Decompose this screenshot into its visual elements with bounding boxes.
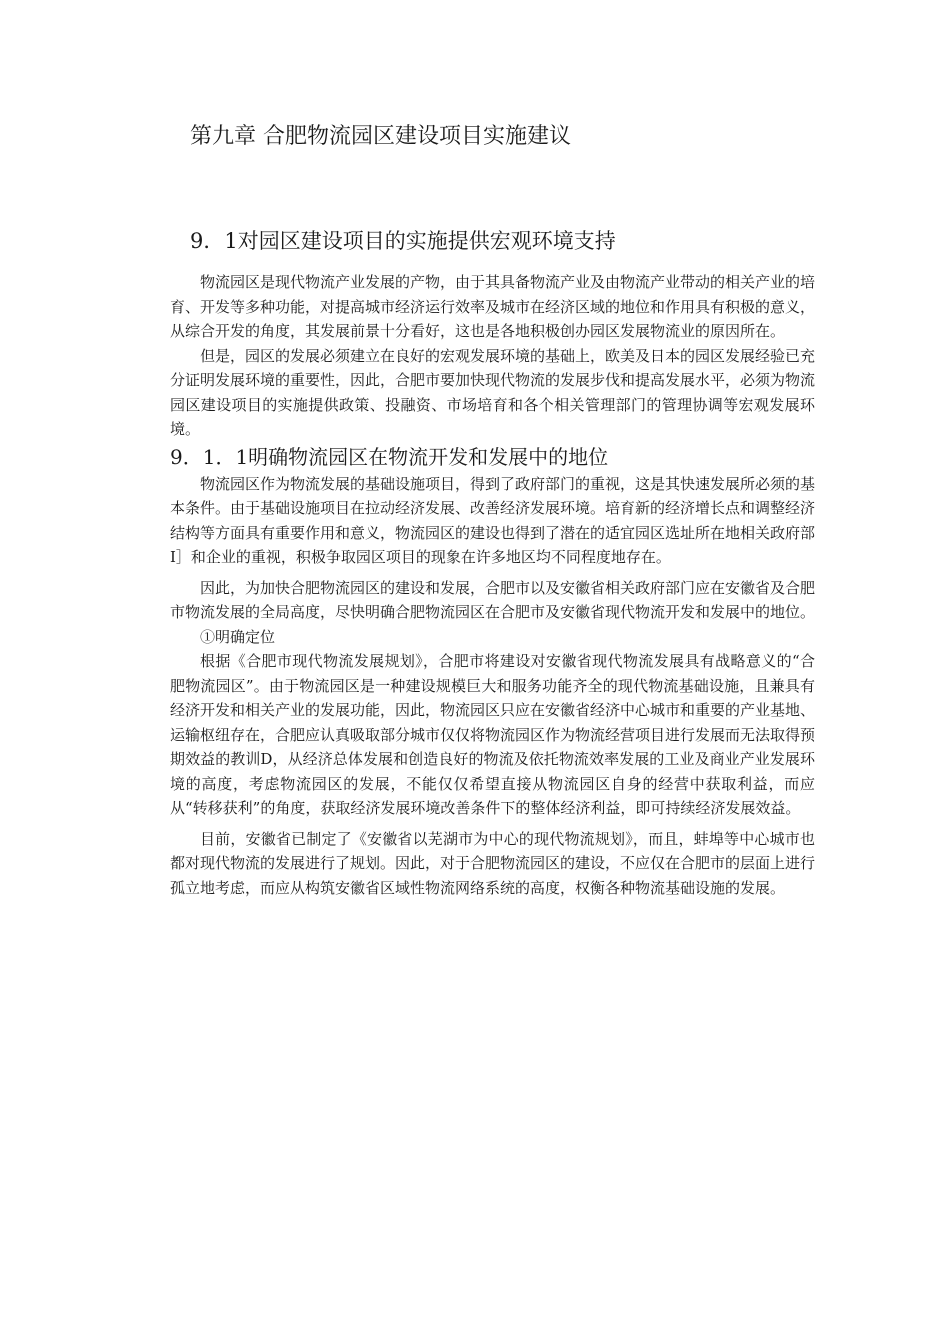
document-body [170, 270, 815, 900]
paragraph: 物流园区作为物流发展的基础设施项目，得到了政府部门的重视，这是其快速发展所必须的基本条件。由于基础设施项目在拉动经济发展、改善经济发展环境。培育新的经济增长点和调整经济结构等方面具有重要作用和意义，物流园区的建设也得到了潜在的适宜园区选址所在地相关政府部I］和企业的重视，积极争取园区项目的现象在许多地区均不同程度地存在。 [170, 474, 816, 566]
chapter-title: 第九章 合肥物流园区建设项目实施建议 [190, 124, 571, 149]
paragraph: 因此，为加快合肥物流园区的建设和发展，合肥市以及安徽省相关政府部门应在安徽省及合肥市物流发展的全局高度，尽快明确合肥物流园区在合肥市及安徽省现代物流开发和发展中的地位。 [170, 578, 816, 621]
section-title: 9．1对园区建设项目的实施提供宏观环境支持 [190, 229, 616, 253]
paragraph: 根据《合肥市现代物流发展规划》，合肥市将建设对安徽省现代物流发展具有战略意义的“合肥物流园区”。由于物流园区是一种建设规模巨大和服务功能齐全的现代物流基础设施，且兼具有经济开发和相关产业的发展功能，因此，物流园区只应在安徽省经济中心城市和重要的产业基地、运输枢纽存在，合肥应认真吸取部分城市仅仅将物流园区作为物流经营项目进行发展而无法取得预期效益的教训D，从经济总体发展和创造良好的物流及依托物流效率发展的工业及商业产业发展环境的高度，考虑物流园区的发展，不能仅仅希望直接从物流园区自身的经营中获取利益，而应从“转移获利”的角度，获取经济发展环境改善条件下的整体经济利益，即可持续经济发展效益。 [170, 652, 816, 817]
subsection-title: 9．1．1明确物流园区在物流开发和发展中的地位 [170, 444, 609, 469]
list-item-label: ①明确定位 [200, 627, 276, 646]
paragraph: 目前，安徽省已制定了《安徽省以芜湖市为中心的现代物流规划》，而且，蚌埠等中心城市也都对现代物流的发展进行了规划。因此，对于合肥物流园区的建设，不应仅在合肥市的层面上进行孤立地考虑，而应从构筑安徽省区域性物流网络系统的高度，权衡各种物流基础设施的发展。 [170, 829, 816, 897]
paragraph: 物流园区是现代物流产业发展的产物，由于其具备物流产业及由物流产业带动的相关产业的培育、开发等多种功能，对提高城市经济运行效率及城市在经济区域的地位和作用具有积极的意义，从综合开发的角度，其发展前景十分看好，这也是各地积极创办园区发展物流业的原因所在。 [170, 273, 816, 340]
paragraph: 但是，园区的发展必须建立在良好的宏观发展环境的基础上，欧美及日本的园区发展经验已充分证明发展环境的重要性，因此，合肥市要加快现代物流的发展步伐和提高发展水平，必须为物流园区建设项目的实施提供政策、投融资、市场培育和各个相关管理部门的管理协调等宏观发展环境。 [170, 346, 816, 438]
